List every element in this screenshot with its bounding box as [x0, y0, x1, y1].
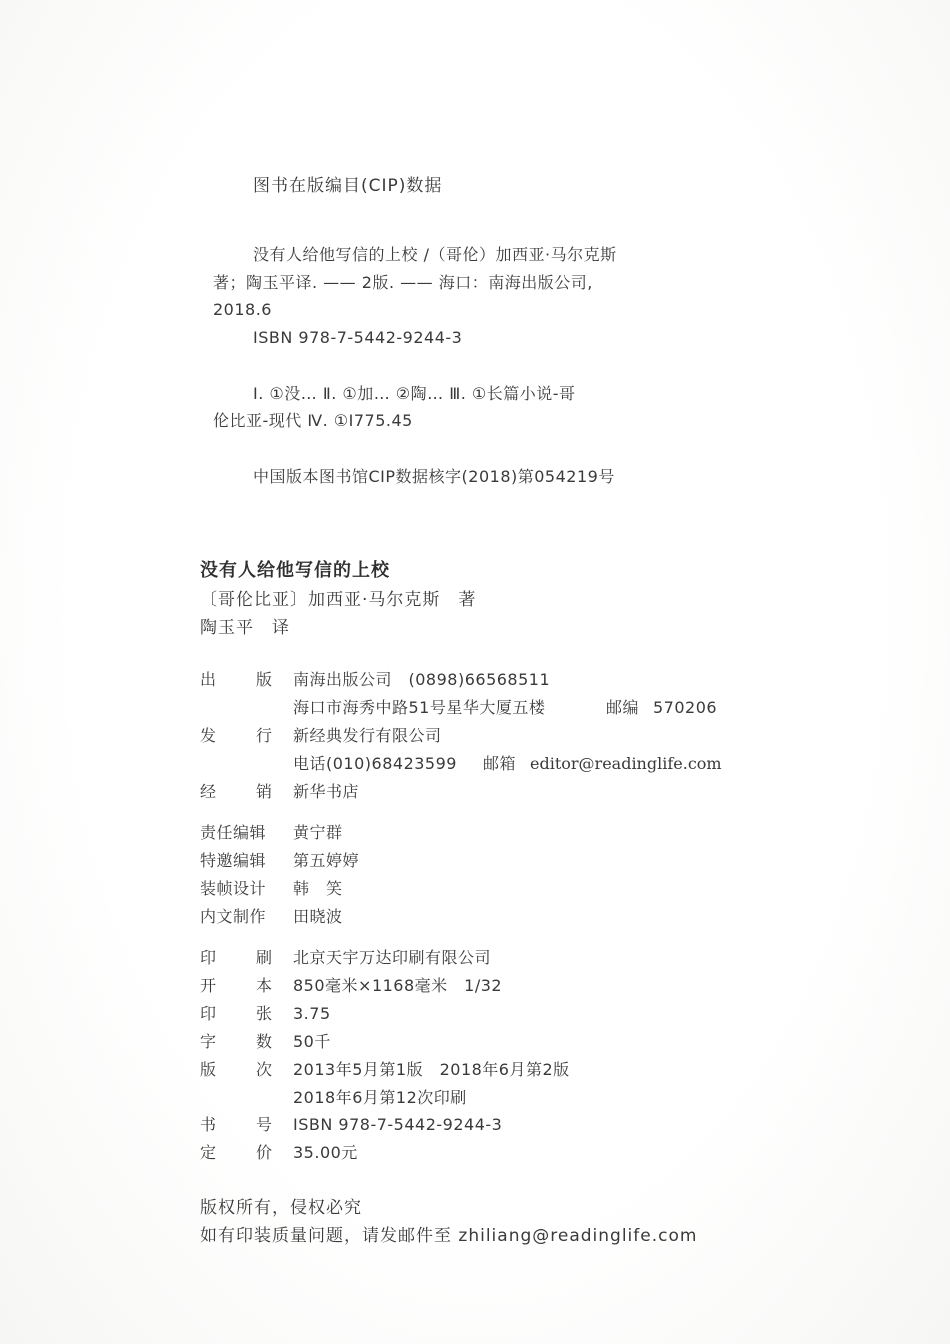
cover-design-value: 韩 笑: [293, 879, 343, 898]
distributor-name: 新经典发行有限公司: [293, 726, 442, 745]
word-count-value: 50千: [293, 1032, 331, 1051]
rights-notice: 版权所有，侵权必究: [200, 1198, 362, 1218]
distributor-label-b: 行: [256, 726, 273, 745]
seller-label-b: 销: [256, 782, 273, 801]
publisher-label-b: 版: [256, 670, 273, 689]
edition-value: 2013年5月第1版 2018年6月第2版: [293, 1060, 570, 1079]
interior-production-value: 田晓波: [293, 907, 343, 926]
book-translator: 陶玉平 译: [200, 618, 290, 638]
format-value: 850毫米×1168毫米 1/32: [293, 976, 503, 995]
quality-contact: 如有印装质量问题，请发邮件至 zhiliang@readinglife.com: [200, 1226, 698, 1246]
sheets-label-a: 印: [200, 1004, 217, 1023]
distributor-label-a: 发: [200, 726, 217, 745]
sheets-value: 3.75: [293, 1004, 331, 1023]
publisher-address: 海口市海秀中路51号星华大厦五楼: [293, 698, 546, 717]
cip-record-number: 中国版本图书馆CIP数据核字(2018)第054219号: [253, 467, 615, 486]
word-count-label-b: 数: [256, 1032, 273, 1051]
publisher-label-a: 出: [200, 670, 217, 689]
interior-production-label: 内文制作: [200, 907, 267, 926]
cip-line-2: 著；陶玉平译. —— 2版. —— 海口：南海出版公司,: [213, 273, 593, 292]
cip-isbn: ISBN 978-7-5442-9244-3: [253, 328, 463, 347]
distributor-email: editor@readinglife.com: [530, 754, 722, 773]
edition-label-b: 次: [256, 1060, 273, 1079]
printer-value: 北京天宇万达印刷有限公司: [293, 948, 492, 967]
seller-name: 新华书店: [293, 782, 360, 801]
book-author: 〔哥伦比亚〕加西亚·马尔克斯 著: [200, 590, 477, 610]
cip-classification-2: 伦比亚-现代 Ⅳ. ①I775.45: [213, 411, 413, 430]
edition-label-a: 版: [200, 1060, 217, 1079]
price-value: 35.00元: [293, 1143, 358, 1162]
publisher-zip: 570206: [653, 698, 718, 717]
cip-classification-1: Ⅰ. ①没… Ⅱ. ①加… ②陶… Ⅲ. ①长篇小说-哥: [253, 384, 576, 403]
printer-label-a: 印: [200, 948, 217, 967]
isbn-value: ISBN 978-7-5442-9244-3: [293, 1115, 503, 1134]
distributor-phone: 电话(010)68423599: [293, 754, 457, 773]
publisher-name-phone: 南海出版公司 (0898)66568511: [293, 670, 551, 689]
cip-line-1: 没有人给他写信的上校 /（哥伦）加西亚·马尔克斯: [253, 245, 617, 264]
isbn-label-a: 书: [200, 1115, 217, 1134]
printer-label-b: 刷: [256, 948, 273, 967]
special-editor-label: 特邀编辑: [200, 851, 267, 870]
book-title: 没有人给他写信的上校: [200, 560, 390, 581]
seller-label-a: 经: [200, 782, 217, 801]
editor-value: 黄宁群: [293, 823, 343, 842]
price-label-b: 价: [256, 1143, 273, 1162]
price-label-a: 定: [200, 1143, 217, 1162]
sheets-label-b: 张: [256, 1004, 273, 1023]
publisher-zip-label: 邮编: [606, 698, 640, 717]
printing-value: 2018年6月第12次印刷: [293, 1088, 467, 1107]
distributor-email-label: 邮箱: [483, 754, 517, 773]
cip-header: 图书在版编目(CIP)数据: [253, 176, 443, 196]
format-label-a: 开: [200, 976, 217, 995]
editor-label: 责任编辑: [200, 823, 267, 842]
isbn-label-b: 号: [256, 1115, 273, 1134]
word-count-label-a: 字: [200, 1032, 217, 1051]
format-label-b: 本: [256, 976, 273, 995]
special-editor-value: 第五婷婷: [293, 851, 360, 870]
cover-design-label: 装帧设计: [200, 879, 267, 898]
cip-line-3: 2018.6: [213, 300, 272, 319]
